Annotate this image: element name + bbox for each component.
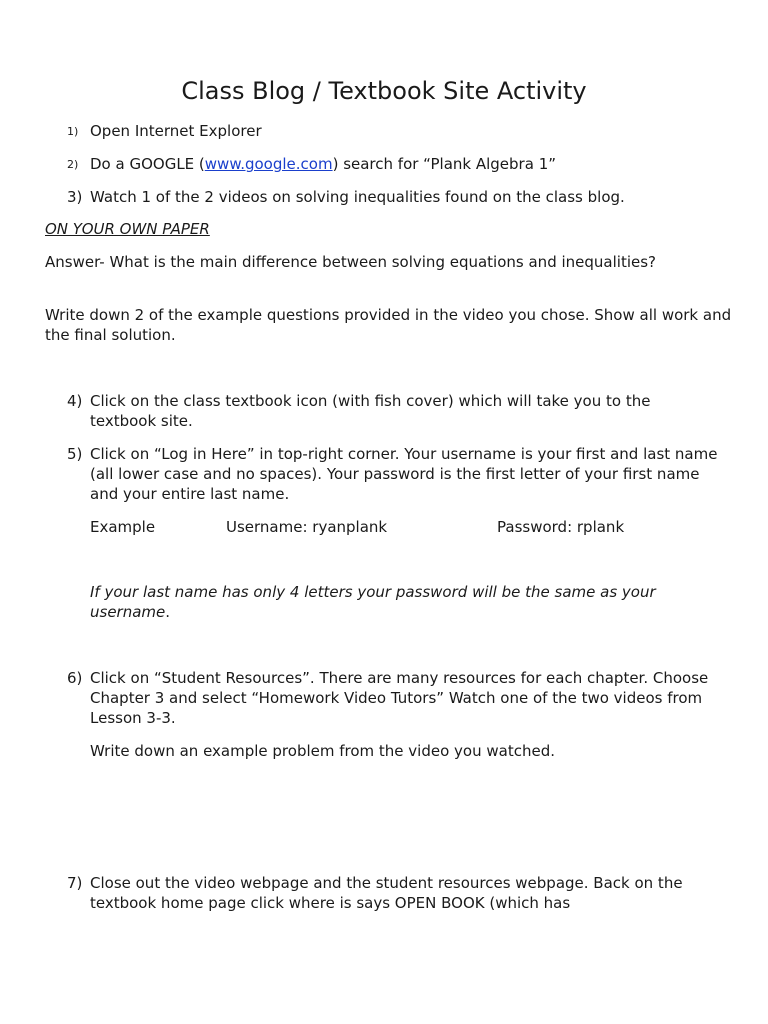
step-text: Click on “Log in Here” in top-right corner. Your username is your first and last name (all lower case and no spaces). Your password is the first letter of your first name and your entire last name. [90,445,718,503]
page-title: Class Blog / Textbook Site Activity [181,77,587,105]
step-text: Watch 1 of the 2 videos on solving inequalities found on the class blog. [90,188,625,206]
step-text: Open Internet Explorer [90,122,262,140]
step-number: 2) [67,158,79,171]
own-paper-heading: ON YOUR OWN PAPER [45,220,210,238]
answer-question: Answer- What is the main difference between solving equations and inequalities? [45,253,656,271]
write-down-instruction: Write down 2 of the example questions provided in the video you chose. Show all work and the final solution. [45,306,732,344]
step-text: Click on the class textbook icon (with fish cover) which will take you to the textbook site. [90,392,651,430]
step-number: 1) [67,125,79,138]
step-text [90,154,720,174]
step-number: 7) [67,874,83,892]
password-note-period: . [165,603,171,621]
step-text-after: ) search for “Plank Algebra 1” [332,155,557,173]
google-link[interactable]: www.google.com [204,155,333,173]
step-number: 4) [67,392,83,410]
step-number: 5) [67,445,83,463]
example-password: Password: rplank [497,518,625,536]
password-note [90,582,710,622]
step-6-write-down: Write down an example problem from the video you watched. [90,742,555,760]
step-text: Click on “Student Resources”. There are many resources for each chapter. Choose Chapter 3 and select “Homework Video Tutors” Watch one of the two videos from Lesson 3-3. [90,669,709,727]
step-text: Close out the video webpage and the student resources webpage. Back on the textbook home page click where is says OPEN BOOK (which has [90,874,683,912]
step-number: 6) [67,669,83,687]
example-label: Example [90,518,156,536]
example-username: Username: ryanplank [226,518,388,536]
step-number: 3) [67,188,83,206]
step-text-before: Do a GOOGLE ( [90,155,205,173]
password-note-text: If your last name has only 4 letters your password will be the same as your username [90,583,656,621]
